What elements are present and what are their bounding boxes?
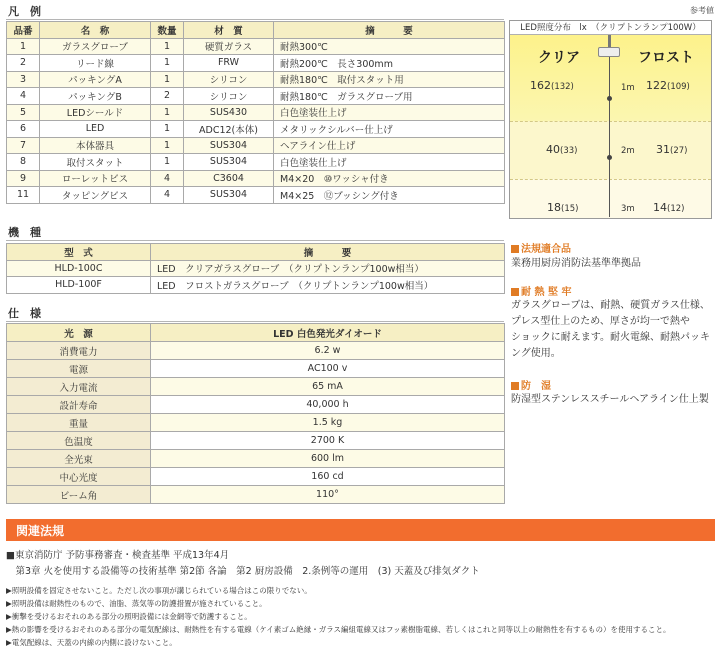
frost-lux: 31: [656, 143, 670, 156]
legend-divider: [6, 19, 504, 20]
legend-header-cell: 品番: [7, 22, 40, 39]
table-cell: 600 lm: [151, 450, 505, 468]
spec-table: [6, 323, 505, 504]
table-cell: ローレットビス: [40, 170, 151, 187]
clear-lux: 18: [547, 201, 561, 214]
table-cell: 1: [151, 154, 184, 171]
table-cell: 2: [7, 55, 40, 72]
clear-lux: 40: [546, 143, 560, 156]
legend-header-cell: 数量: [151, 22, 184, 39]
table-cell: ガラスグローブ: [40, 38, 151, 55]
characteristic-text-compliance: [511, 256, 641, 272]
table-cell: 2: [151, 88, 184, 105]
table-cell: AC100 v: [151, 360, 505, 378]
characteristic-line: ガラスグローブは、耐熱、硬質ガラス仕様、: [511, 300, 710, 311]
distribution-header: LED照度分布 lx （クリプトンランプ100W）: [510, 21, 711, 35]
models-table: [6, 243, 505, 294]
distance-dot-1m: [607, 96, 612, 101]
frost-ref-lux: (109): [667, 82, 690, 92]
table-cell: 1: [151, 71, 184, 88]
clear-ref-lux: (132): [551, 82, 574, 92]
table-cell: 6.2 w: [151, 342, 505, 360]
table-cell: 6: [7, 121, 40, 138]
spec-title: 仕 様: [8, 307, 41, 320]
table-cell: LED: [40, 121, 151, 138]
models-header-cell: 摘 要: [151, 244, 505, 261]
law-note: ▶照明設備を固定させないこと。ただし次の事項が講じられている場合はこの限りでない。: [6, 586, 312, 595]
table-cell: 5: [7, 104, 40, 121]
table-cell: HLD-100C: [7, 260, 151, 277]
table-cell: SUS304: [184, 137, 274, 154]
table-cell: パッキングA: [40, 71, 151, 88]
table-cell: 白色塗装仕上げ: [274, 154, 505, 171]
characteristic-title-durability: [511, 283, 571, 298]
characteristic-title-compliance: [511, 240, 571, 255]
table-row: [7, 137, 505, 154]
table-cell: C3604: [184, 170, 274, 187]
characteristic-text-moisture: [511, 392, 709, 408]
table-cell: 110°: [151, 486, 505, 504]
table-cell: 2700 K: [151, 432, 505, 450]
table-cell: M4×25 ⑫ブッシング付き: [274, 187, 505, 204]
table-cell: LED クリアガラスグローブ （クリプトンランプ100w相当）: [151, 260, 505, 277]
table-cell: リード線: [40, 55, 151, 72]
table-row: [7, 187, 505, 204]
frost-value-1m: [646, 79, 690, 92]
table-cell: ヘアライン仕上げ: [274, 137, 505, 154]
table-cell: 160 cd: [151, 468, 505, 486]
legend-header-cell: 名 称: [40, 22, 151, 39]
table-row: [7, 277, 505, 294]
legend-table: [6, 21, 505, 204]
table-cell: 耐熱180℃ 取付スタット用: [274, 71, 505, 88]
table-cell: 1: [151, 121, 184, 138]
orange-square-icon: [511, 245, 519, 253]
law-note: ▶衝撃を受けるおそれのある部分の照明設備には金網等で防護すること。: [6, 612, 252, 621]
frost-label: フロスト: [638, 50, 694, 66]
models-header-cell: 型 式: [7, 244, 151, 261]
table-cell: LEDシールド: [40, 104, 151, 121]
spec-header-cell: 光 源: [7, 324, 151, 342]
characteristic-heading: 防 湿: [521, 381, 551, 392]
table-cell: SUS304: [184, 187, 274, 204]
lamp-icon: [598, 47, 620, 57]
table-cell: 全光束: [7, 450, 151, 468]
characteristic-text-durability: [511, 298, 710, 362]
table-cell: 電源: [7, 360, 151, 378]
table-row: [7, 121, 505, 138]
characteristic-line: 防湿型ステンレススチールヘアライン仕上製: [511, 394, 709, 405]
law-note: ▶熱の影響を受けるおそれのある部分の電気配線は、耐熱性を有する電線（ケイ素ゴム絶縁・ガラス編組電線又はフッ素樹脂電線、若しくはこれと同等以上の耐熱性を有するもの）を使用すること。: [6, 625, 671, 634]
table-cell: 4: [7, 88, 40, 105]
table-cell: 1: [151, 38, 184, 55]
table-row: [7, 432, 505, 450]
law-line: ■東京消防庁 予防事務審査・検査基準 平成13年4月: [6, 550, 230, 561]
characteristic-line: ング使用。: [511, 348, 561, 359]
table-cell: 本体器具: [40, 137, 151, 154]
spec-divider: [6, 321, 504, 322]
table-row: [7, 104, 505, 121]
table-cell: 色温度: [7, 432, 151, 450]
table-row: [7, 360, 505, 378]
table-cell: 9: [7, 170, 40, 187]
table-row: [7, 154, 505, 171]
characteristic-heading: 法規適合品: [521, 244, 571, 255]
table-row: [7, 88, 505, 105]
legend-header-cell: 材 質: [184, 22, 274, 39]
characteristic-heading: 耐 熱 堅 牢: [521, 287, 572, 298]
table-cell: SUS304: [184, 154, 274, 171]
table-cell: 入力電流: [7, 378, 151, 396]
table-cell: 設計寿命: [7, 396, 151, 414]
table-cell: FRW: [184, 55, 274, 72]
table-cell: 消費電力: [7, 342, 151, 360]
characteristic-line: ショックに耐えます。耐火電線、耐熱パッキ: [511, 332, 710, 343]
clear-ref-lux: (33): [560, 146, 578, 156]
law-title: 関連法規: [16, 524, 65, 538]
characteristic-line: 業務用厨房消防法基準準拠品: [511, 258, 641, 269]
law-note: ▶照明設備は耐熱性のもので、油脂、蒸気等の防護措置が施されていること。: [6, 599, 267, 608]
frost-value-3m: [653, 201, 684, 214]
distance-3m: 3m: [621, 204, 635, 214]
law-note: ▶電気配線は、天蓋の内線の内側に設けないこと。: [6, 638, 177, 647]
table-cell: SUS430: [184, 104, 274, 121]
table-row: [7, 55, 505, 72]
legend-title: 凡 例: [8, 5, 41, 18]
table-row: [7, 414, 505, 432]
spec-header-cell: LED 白色発光ダイオード: [151, 324, 505, 342]
table-cell: LED フロストガラスグローブ （クリプトンランプ100w相当）: [151, 277, 505, 294]
table-row: [7, 396, 505, 414]
table-cell: シリコン: [184, 88, 274, 105]
table-cell: 7: [7, 137, 40, 154]
table-row: [7, 342, 505, 360]
table-cell: 1: [151, 55, 184, 72]
clear-value-2m: [546, 143, 577, 156]
orange-square-icon: [511, 382, 519, 390]
table-cell: 1.5 kg: [151, 414, 505, 432]
characteristic-title-moisture: [511, 377, 551, 392]
table-cell: シリコン: [184, 71, 274, 88]
clear-label: クリア: [538, 50, 580, 66]
reference-note: 参考値: [690, 6, 714, 15]
table-cell: 3: [7, 71, 40, 88]
table-cell: 65 mA: [151, 378, 505, 396]
legend-header-cell: 摘 要: [274, 22, 505, 39]
table-cell: 耐熱200℃ 長さ300mm: [274, 55, 505, 72]
distance-line: [609, 57, 610, 217]
table-cell: メタリックシルバー仕上げ: [274, 121, 505, 138]
table-cell: 8: [7, 154, 40, 171]
table-row: [7, 260, 505, 277]
table-cell: M4×20 ⑩ワッシャ付き: [274, 170, 505, 187]
table-row: [7, 486, 505, 504]
table-cell: 中心光度: [7, 468, 151, 486]
clear-lux: 162: [530, 79, 551, 92]
table-row: [7, 468, 505, 486]
table-cell: 1: [151, 104, 184, 121]
frost-lux: 122: [646, 79, 667, 92]
law-banner: [6, 519, 715, 541]
table-cell: 4: [151, 187, 184, 204]
table-cell: 1: [7, 38, 40, 55]
frost-value-2m: [656, 143, 687, 156]
distance-dot-2m: [607, 155, 612, 160]
table-cell: ビーム角: [7, 486, 151, 504]
table-row: [7, 38, 505, 55]
table-cell: 重量: [7, 414, 151, 432]
orange-square-icon: [511, 288, 519, 296]
table-cell: 1: [151, 137, 184, 154]
table-cell: タッピングビス: [40, 187, 151, 204]
distance-2m: 2m: [621, 146, 635, 156]
table-cell: 11: [7, 187, 40, 204]
models-divider: [6, 240, 504, 241]
frost-ref-lux: (12): [667, 204, 685, 214]
characteristic-line: プレス型仕上のため、厚さが均一で熱や: [511, 316, 690, 327]
table-cell: 耐熱180℃ ガラスグローブ用: [274, 88, 505, 105]
table-cell: パッキングB: [40, 88, 151, 105]
table-row: [7, 170, 505, 187]
table-cell: ADC12(本体): [184, 121, 274, 138]
frost-ref-lux: (27): [670, 146, 688, 156]
law-line: 第3章 火を使用する設備等の技術基準 第2節 各論 第2 厨房設備 2.条例等の運用 (3) 天蓋及び排気ダクト: [6, 566, 480, 577]
frost-lux: 14: [653, 201, 667, 214]
distance-1m: 1m: [621, 83, 635, 93]
models-title: 機 種: [8, 226, 41, 239]
table-cell: 耐熱300℃: [274, 38, 505, 55]
table-cell: 硬質ガラス: [184, 38, 274, 55]
clear-value-1m: [530, 79, 574, 92]
table-cell: 白色塗装仕上げ: [274, 104, 505, 121]
table-cell: 40,000 h: [151, 396, 505, 414]
table-cell: HLD-100F: [7, 277, 151, 294]
table-cell: 取付スタット: [40, 154, 151, 171]
table-cell: 4: [151, 170, 184, 187]
table-row: [7, 450, 505, 468]
clear-ref-lux: (15): [561, 204, 579, 214]
table-row: [7, 71, 505, 88]
light-distribution-diagram: [509, 20, 712, 219]
clear-value-3m: [547, 201, 578, 214]
table-row: [7, 378, 505, 396]
